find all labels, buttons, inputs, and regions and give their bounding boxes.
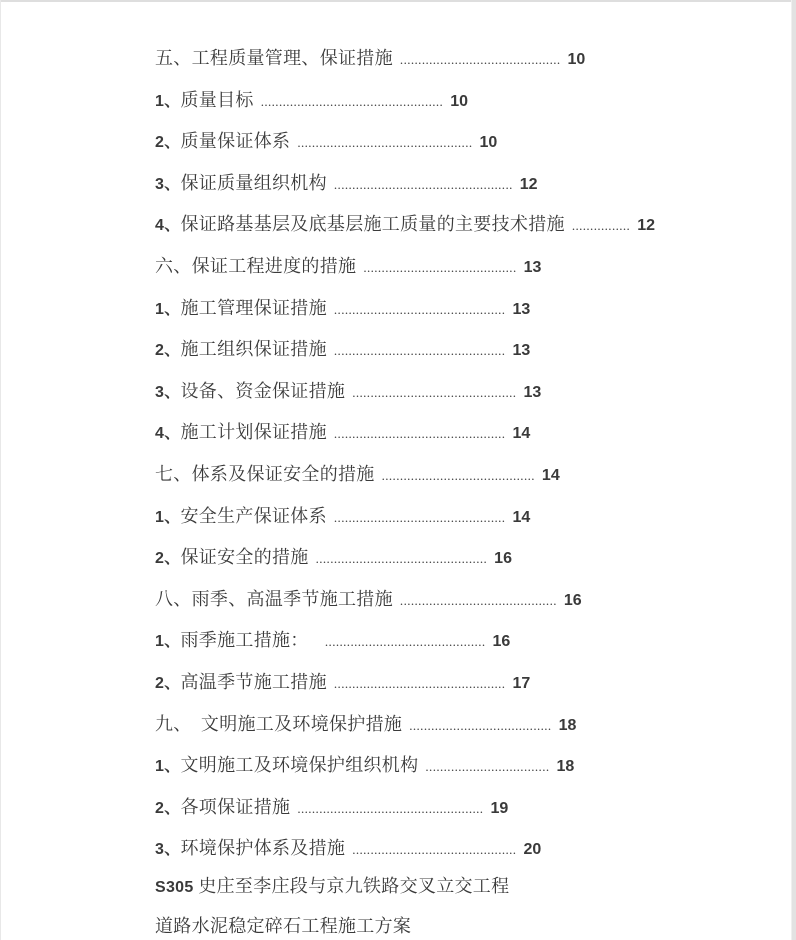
toc-entry [155, 129, 655, 153]
project-name: 史庄至李庄段与京九铁路交叉立交工程 [198, 876, 510, 896]
toc-entry-title: 施工管理保证措施 [180, 297, 327, 318]
toc-entry-title: 工程质量管理、保证措施 [191, 48, 393, 68]
page-number: 18 [556, 758, 575, 776]
toc-entry [155, 462, 655, 486]
dot-leader: ............................................... [333, 426, 506, 442]
toc-entry-title: 质量目标 [180, 89, 254, 110]
toc-entry-number: 3、 [155, 841, 181, 859]
doc-footer-line-2 [155, 914, 509, 938]
table-of-contents [155, 46, 655, 878]
page-number: 12 [519, 175, 538, 193]
page-number: 10 [450, 92, 468, 110]
page-number: 13 [523, 383, 542, 401]
toc-entry-title: 文明施工及环境保护措施 [182, 713, 403, 734]
page-number: 18 [558, 716, 577, 734]
page-number: 13 [512, 300, 531, 318]
dot-leader: ....................................... [409, 717, 552, 733]
page-top-edge [0, 0, 796, 2]
toc-entry-number: 2、 [155, 342, 181, 360]
toc-entry-title: 各项保证措施 [180, 796, 291, 817]
toc-entry [155, 836, 655, 860]
toc-entry-title: 施工组织保证措施 [180, 339, 327, 360]
dot-leader: ................ [571, 218, 631, 234]
toc-entry-title: 安全生产保证体系 [180, 505, 327, 526]
toc-entry [155, 795, 655, 819]
toc-entry-number: 七、 [155, 463, 192, 484]
page-number: 10 [479, 134, 498, 152]
page-number: 20 [523, 841, 542, 859]
dot-leader: ............................................... [333, 343, 506, 359]
toc-entry-number: 1、 [155, 758, 181, 776]
toc-entry [155, 379, 655, 403]
page-number: 16 [494, 550, 512, 568]
page-number: 13 [512, 342, 531, 360]
toc-entry-title: 体系及保证安全的措施 [191, 463, 375, 484]
page-number: 19 [490, 799, 509, 817]
dot-leader: ............................................. [352, 384, 517, 400]
toc-entry [155, 254, 655, 278]
toc-entry [155, 712, 655, 736]
toc-entry-number: 3、 [155, 383, 181, 401]
toc-entry [155, 545, 655, 569]
page-number: 17 [512, 674, 531, 692]
toc-entry-number: 2、 [155, 134, 181, 152]
route-code: S305 [155, 879, 199, 896]
toc-entry [155, 504, 655, 528]
toc-entry-title: 高温季节施工措施 [180, 671, 327, 692]
dot-leader: ............................................... [315, 551, 488, 567]
toc-entry [155, 46, 655, 70]
toc-entry-title: 保证安全的措施 [180, 547, 309, 568]
toc-entry-number: 1、 [155, 92, 181, 110]
toc-entry-number: 1、 [155, 633, 181, 651]
dot-leader: ................................................... [297, 800, 484, 816]
toc-entry [155, 753, 655, 777]
dot-leader: ............................................ [324, 634, 486, 650]
page-number: 14 [512, 425, 531, 443]
toc-entry [155, 628, 655, 652]
toc-entry-number: 4、 [155, 425, 181, 443]
page-right-edge [791, 0, 796, 940]
page-number: 10 [567, 51, 586, 68]
toc-entry-number: 4、 [155, 217, 181, 235]
toc-entry-title: 文明施工及环境保护组织机构 [180, 755, 419, 776]
page-number: 14 [541, 466, 560, 484]
toc-entry-title: 保证工程进度的措施 [191, 255, 357, 276]
toc-entry-title: 质量保证体系 [180, 131, 291, 152]
toc-entry-number: 3、 [155, 175, 181, 193]
plan-title: 道路水泥稳定碎石工程施工方案 [155, 916, 412, 936]
toc-entry-number: 八、 [155, 588, 192, 609]
dot-leader: ............................................... [333, 675, 506, 691]
toc-entry [155, 670, 655, 694]
dot-leader: ................................................ [297, 135, 473, 151]
toc-entry-number: 2、 [155, 799, 181, 817]
dot-leader: ............................................ [399, 52, 561, 67]
toc-entry-title: 保证路基基层及底基层施工质量的主要技术措施 [180, 214, 565, 235]
toc-entry-number: 五、 [155, 48, 192, 68]
dot-leader: ............................................... [333, 301, 506, 317]
dot-leader: .......................................... [363, 259, 517, 275]
toc-entry [155, 212, 655, 236]
toc-entry-number: 2、 [155, 674, 181, 692]
toc-entry-title: 环境保护体系及措施 [180, 838, 346, 859]
dot-leader: .................................................. [260, 93, 444, 109]
dot-leader: ................................................. [333, 176, 513, 192]
toc-entry-title: 设备、资金保证措施 [180, 380, 346, 401]
dot-leader: .................................. [425, 759, 550, 775]
toc-entry-title: 雨季、高温季节施工措施 [191, 588, 393, 609]
page-number: 16 [563, 591, 582, 609]
page-number: 14 [512, 508, 531, 526]
toc-entry [155, 337, 655, 361]
doc-footer-line-1 [155, 874, 509, 898]
toc-entry-number: 九、 [155, 713, 183, 734]
dot-leader: ............................................... [333, 509, 506, 525]
toc-entry-number: 2、 [155, 550, 181, 568]
page-number: 13 [523, 258, 542, 276]
toc-entry [155, 420, 655, 444]
toc-entry-title: 雨季施工措施： [180, 630, 318, 651]
dot-leader: ............................................. [352, 842, 517, 858]
document-footer [155, 874, 509, 940]
toc-entry [155, 88, 655, 112]
dot-leader: ........................................... [399, 592, 557, 608]
toc-entry-number: 六、 [155, 255, 192, 276]
toc-entry [155, 587, 655, 611]
toc-entry-title: 保证质量组织机构 [180, 172, 327, 193]
toc-entry [155, 296, 655, 320]
page-left-edge [0, 0, 1, 940]
toc-entry [155, 171, 655, 195]
page-number: 16 [492, 633, 511, 651]
toc-entry-number: 1、 [155, 300, 181, 318]
toc-entry-number: 1、 [155, 508, 181, 526]
page-number: 12 [637, 217, 656, 235]
dot-leader: .......................................... [381, 467, 535, 483]
toc-entry-title: 施工计划保证措施 [180, 422, 327, 443]
